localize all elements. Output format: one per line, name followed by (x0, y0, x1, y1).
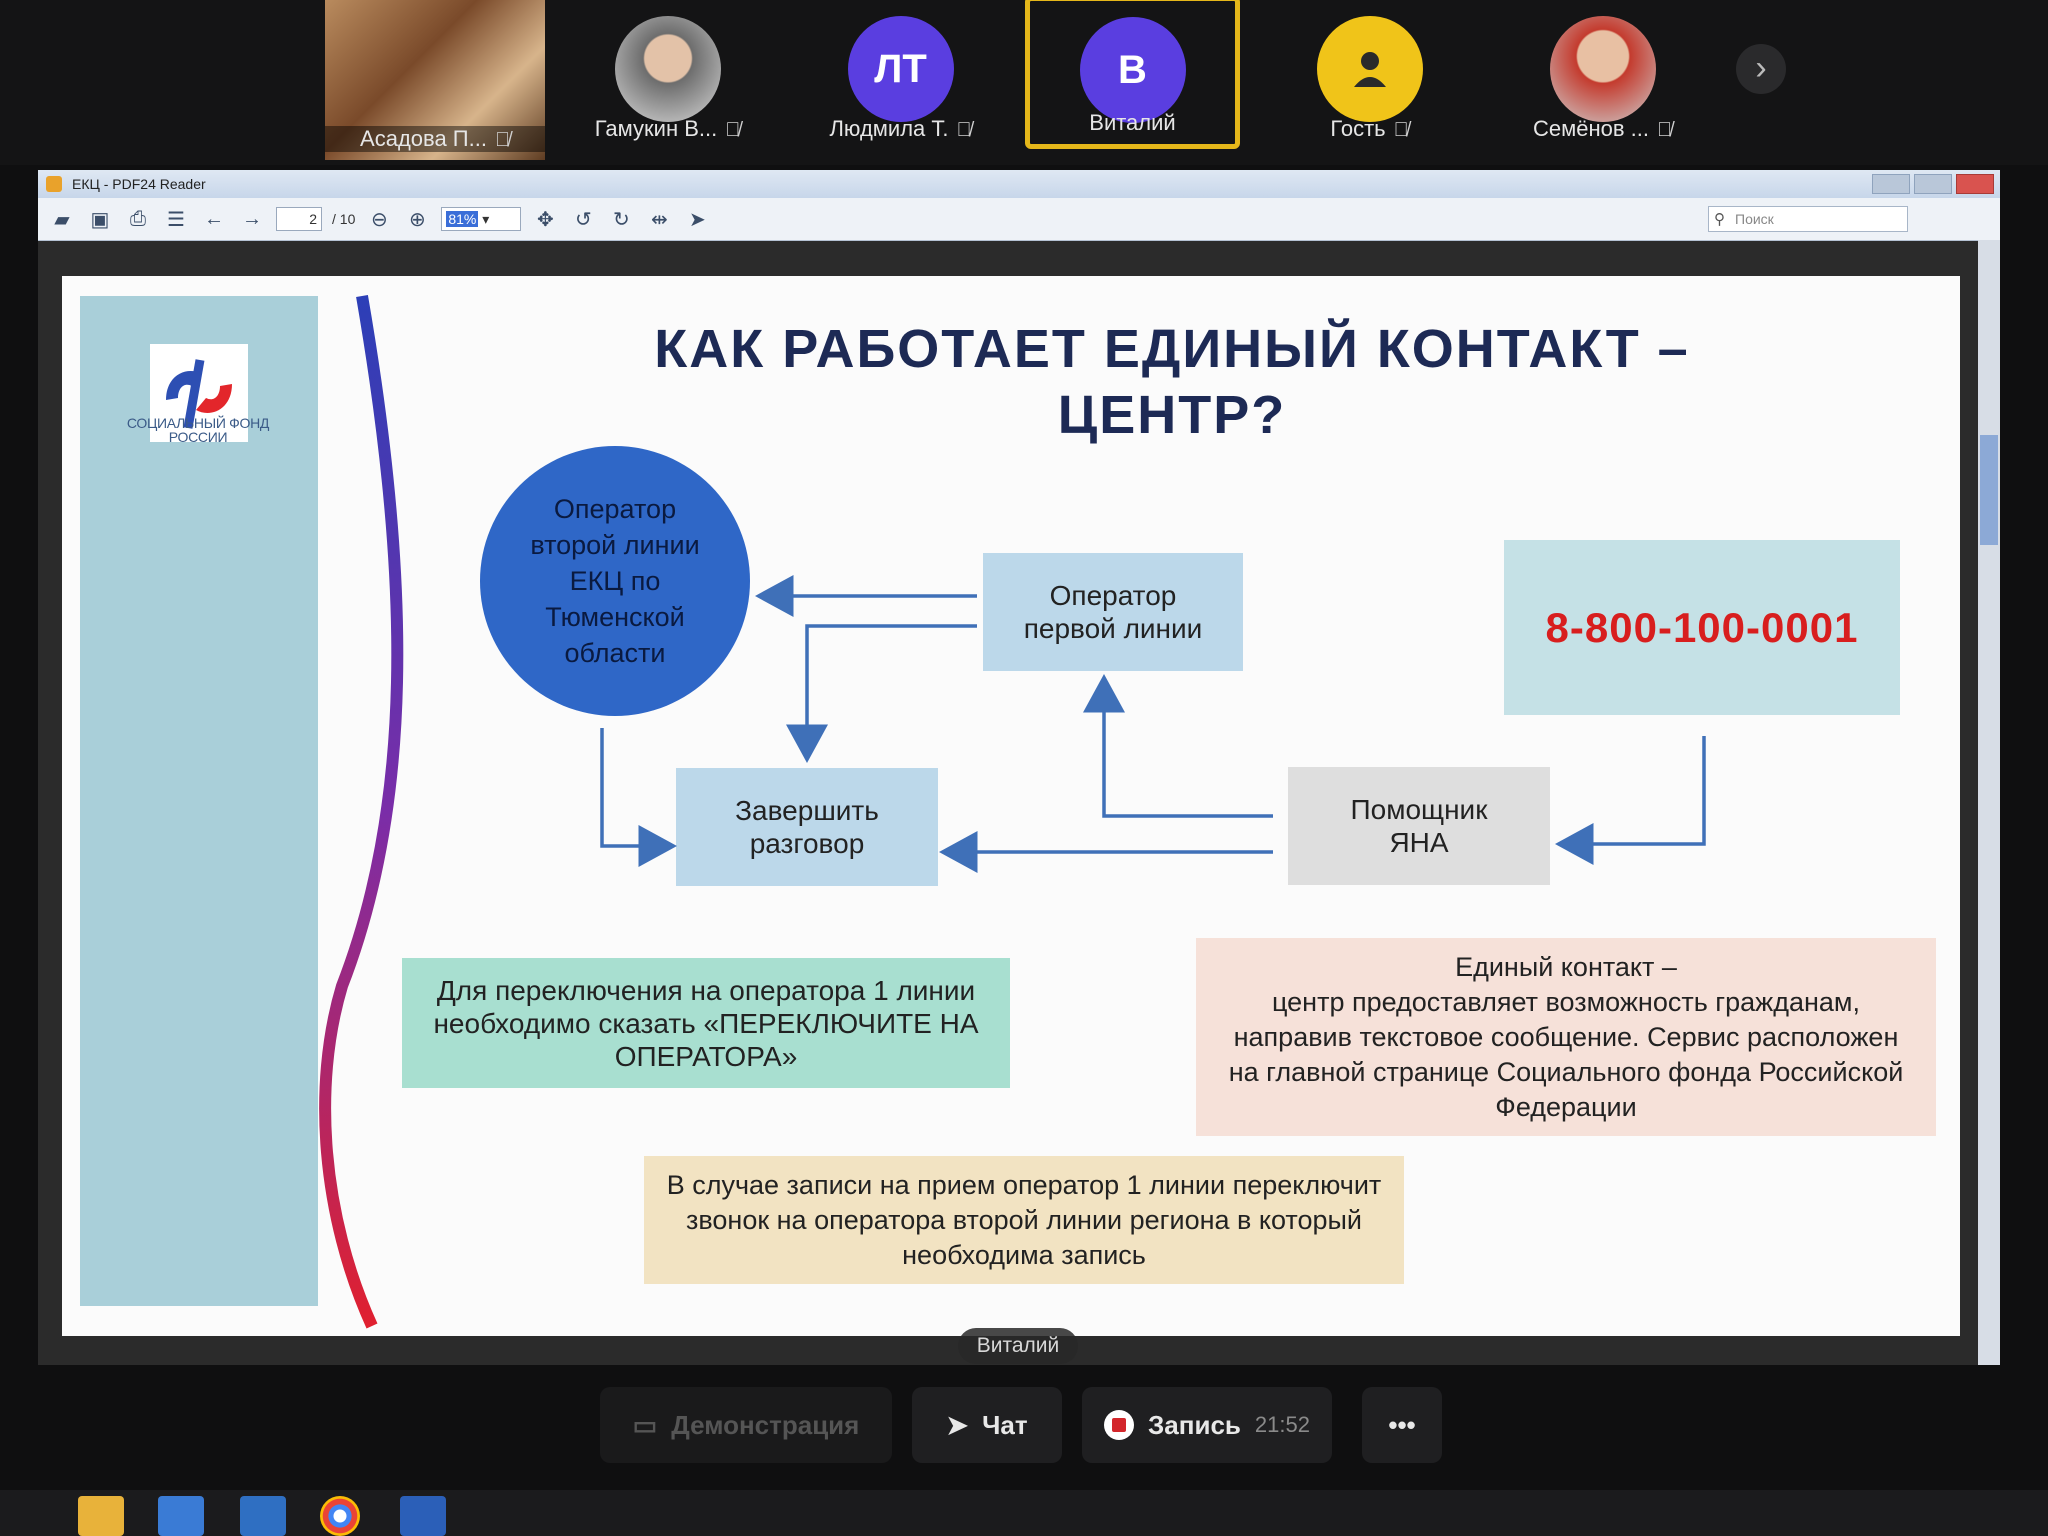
print-icon[interactable]: ⎙ (130, 207, 146, 230)
zoom-out-icon[interactable]: ⊖ (370, 208, 388, 231)
participant-name: Гость (1330, 116, 1386, 141)
zoom-select[interactable]: 81% ▾ (441, 207, 521, 231)
rotate-right-icon[interactable]: ↻ (612, 208, 630, 231)
maximize-button[interactable] (1914, 174, 1952, 194)
arrow-second-to-end (602, 728, 670, 846)
file-explorer-icon[interactable] (78, 1496, 124, 1536)
chat-button[interactable] (912, 1387, 1062, 1463)
button-label: Чат (982, 1409, 1028, 1440)
participant-name: Семёнов ... (1532, 116, 1649, 141)
vertical-scrollbar[interactable] (1978, 240, 2000, 1365)
participant-tile[interactable] (793, 0, 1008, 150)
chrome-icon[interactable] (320, 1496, 360, 1536)
arrow-right-icon[interactable]: → (242, 207, 262, 230)
slide-title (482, 316, 1862, 448)
title-line-2: ЦЕНТР? (1057, 385, 1287, 445)
presentation-slide (62, 276, 1960, 1336)
app-icon (46, 176, 62, 192)
participant-name: Гамукин В... (594, 116, 718, 141)
button-label: Запись (1148, 1409, 1241, 1440)
mail-icon[interactable] (240, 1496, 286, 1536)
send-icon: ➤ (946, 1409, 969, 1440)
record-icon (1104, 1410, 1134, 1440)
second-line-operator-circle (480, 446, 750, 716)
appointment-note-box (644, 1156, 1404, 1284)
open-folder-icon[interactable]: ▰ (54, 208, 70, 231)
assistant-yana-box (1288, 767, 1550, 885)
page-number-input[interactable]: 2 (276, 207, 322, 231)
minimize-button[interactable] (1872, 174, 1910, 194)
zoom-value: 81% (448, 211, 477, 227)
window-title: ЕКЦ - PDF24 Reader (72, 176, 206, 192)
conference-controls (0, 1375, 2048, 1475)
note-body: центр предоставляет возможность гражданам, направив текстовое сообщение. Сервис расположен на главной странице Социального фонда Российской Федерации (1228, 986, 1904, 1122)
mic-muted-icon: 🎙̸ (1393, 119, 1409, 141)
scrollbar-thumb[interactable] (1980, 435, 1998, 545)
phone-number-box (1504, 540, 1900, 715)
search-input[interactable] (1708, 206, 1908, 232)
mic-muted-icon: 🎙̸ (956, 119, 972, 141)
slide-left-panel (80, 296, 318, 1306)
switch-note-box (402, 958, 1010, 1088)
button-label: Демонстрация (671, 1409, 860, 1440)
box-text: Для переключения на оператора 1 линии необходимо сказать «ПЕРЕКЛЮЧИТЕ НА ОПЕРАТОРА» (433, 974, 979, 1072)
screen-share-icon: ▭ (632, 1409, 658, 1440)
more-icon: ••• (1388, 1409, 1416, 1440)
box-text: Оператор первой линии (1023, 580, 1203, 644)
record-button[interactable] (1082, 1387, 1332, 1463)
user-icon (1346, 45, 1394, 93)
search-icon: ⚲ (1714, 211, 1725, 228)
avatar: В (1080, 17, 1186, 123)
participant-tile[interactable] (325, 0, 545, 160)
phone-number: 8-800-100-0001 (1545, 604, 1859, 651)
more-button[interactable] (1362, 1387, 1442, 1463)
end-call-box (676, 768, 938, 886)
avatar: ЛТ (848, 16, 954, 122)
participant-name: Виталий (1089, 110, 1176, 135)
note-title: Единый контакт – (1455, 951, 1677, 982)
participant-tile-active[interactable] (1025, 0, 1240, 149)
mic-muted-icon: 🎙̸ (1657, 119, 1672, 141)
close-button[interactable] (1956, 174, 1994, 194)
page-total: / 10 (332, 211, 356, 227)
mic-muted-icon: 🎙̸ (725, 119, 741, 141)
decorative-curve (302, 286, 422, 1336)
arrow-left-icon[interactable]: ← (204, 207, 224, 230)
search-placeholder: Поиск (1735, 211, 1774, 227)
word-icon[interactable] (400, 1496, 446, 1536)
rotate-left-icon[interactable]: ↺ (574, 208, 592, 231)
zoom-in-icon[interactable]: ⊕ (408, 208, 426, 231)
participant-name: Людмила Т. (829, 116, 949, 141)
store-icon[interactable] (158, 1496, 204, 1536)
participant-tile[interactable] (560, 0, 775, 150)
window-titlebar (38, 170, 2000, 198)
chevron-right-icon[interactable]: › (1736, 44, 1786, 94)
pointer-icon[interactable]: ➤ (688, 208, 706, 231)
box-text: В случае записи на прием оператор 1 линии переключит звонок на оператора второй линии региона в который необходима запись (666, 1169, 1382, 1270)
save-icon[interactable]: ▣ (90, 208, 110, 231)
logo-text: СОЦИАЛЬНЫЙ ФОНД РОССИИ (126, 415, 270, 445)
reader-toolbar (38, 198, 2000, 241)
avatar (1550, 16, 1656, 122)
fit-width-icon[interactable]: ⇹ (650, 208, 668, 231)
record-timer: 21:52 (1254, 1412, 1310, 1437)
participant-name: Асадова П... (360, 126, 487, 151)
taskbar (0, 1490, 2048, 1536)
avatar (615, 16, 721, 122)
arrow-yana-to-first (1104, 681, 1273, 816)
pan-icon[interactable]: ✥ (536, 208, 554, 231)
box-text: Завершить разговор (735, 795, 879, 859)
arrow-phone-to-yana (1562, 736, 1704, 844)
first-line-operator-box (983, 553, 1243, 671)
avatar (1317, 16, 1423, 122)
box-text: Помощник ЯНА (1350, 794, 1488, 858)
mic-muted-icon: 🎙̸ (494, 129, 510, 151)
screen-share-button[interactable] (600, 1387, 892, 1463)
participant-tile[interactable] (1262, 0, 1477, 150)
participant-tile[interactable] (1495, 0, 1710, 150)
arrow-first-to-end (807, 626, 977, 756)
participants-strip (0, 0, 2048, 165)
contact-note-box (1196, 938, 1936, 1136)
list-icon[interactable]: ☰ (167, 208, 185, 231)
title-line-1: КАК РАБОТАЕТ ЕДИНЫЙ КОНТАКТ – (654, 319, 1690, 379)
circle-text: Оператор второй линии ЕКЦ по Тюменской области (530, 494, 700, 668)
speaker-label: Виталий (958, 1328, 1078, 1364)
